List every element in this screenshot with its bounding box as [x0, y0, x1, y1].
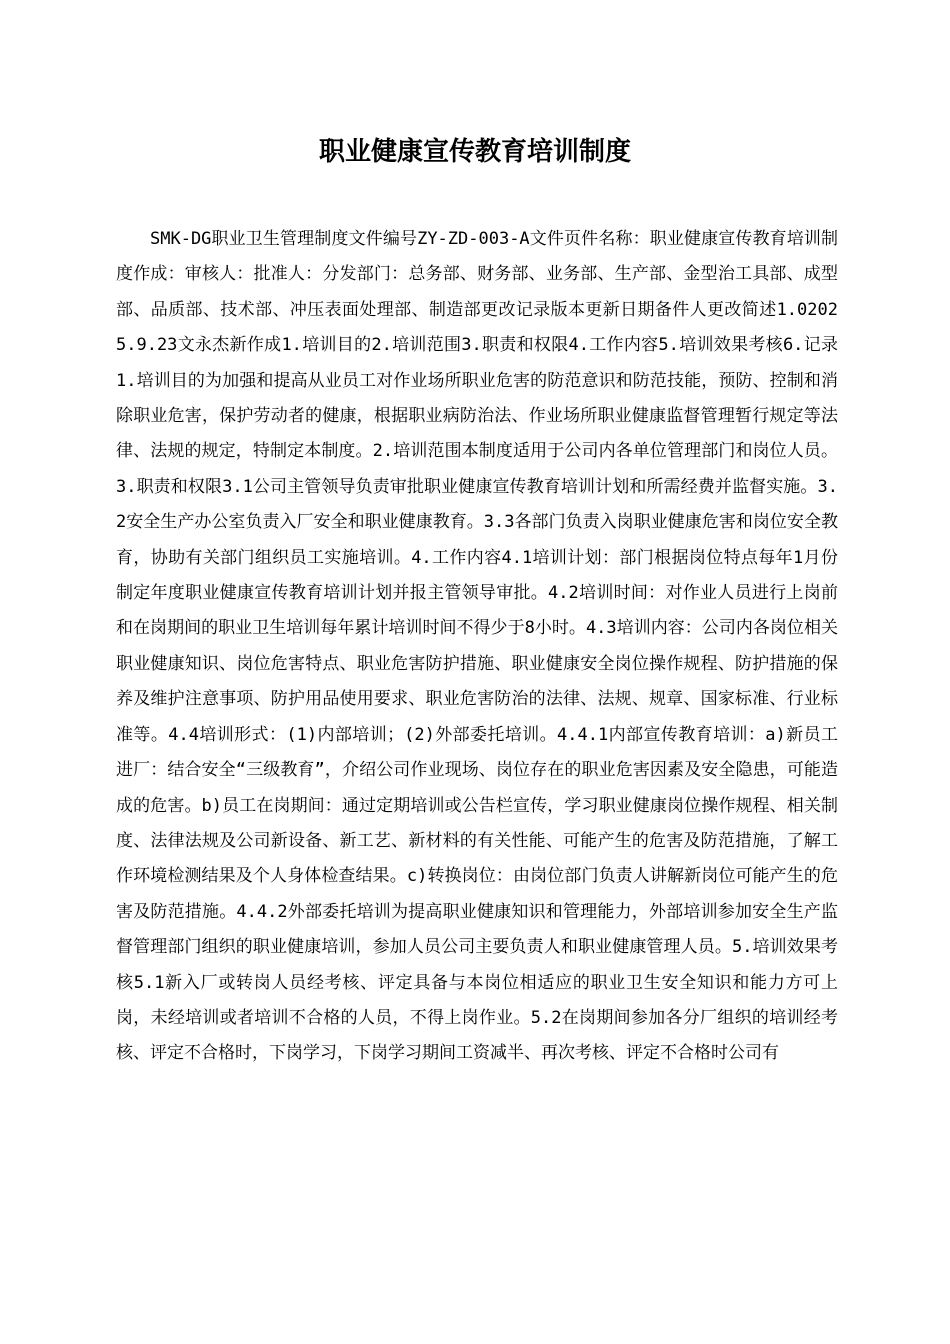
document-body-paragraph: SMK-DG职业卫生管理制度文件编号ZY-ZD-003-A文件页件名称：职业健康宣传教育培训制度作成：审核人：批准人：分发部门：总务部、财务部、业务部、生产部、金型治工具部、成型部、品质部、技术部、冲压表面处理部、制造部更改记录版本更新日期备件人更改简述1.02025.9.23文永杰新作成1.培训目的2.培训范围3.职责和权限4.工作内容5.培训效果考核6.记录1.培训目的为加强和提高从业员工对作业场所职业危害的防范意识和防范技能，预防、控制和消除职业危害，保护劳动者的健康，根据职业病防治法、作业场所职业健康监督管理暂行规定等法律、法规的规定，特制定本制度。2.培训范围本制度适用于公司内各单位管理部门和岗位人员。3.职责和权限3.1公司主管领导负责审批职业健康宣传教育培训计划和所需经费并监督实施。3.2安全生产办公室负责入厂安全和职业健康教育。3.3各部门负责入岗职业健康危害和岗位安全教育，协助有关部门组织员工实施培训。4.工作内容4.1培训计划：部门根据岗位特点每年1月份制定年度职业健康宣传教育培训计划并报主管领导审批。4.2培训时间：对作业人员进行上岗前和在岗期间的职业卫生培训每年累计培训时间不得少于8小时。4.3培训内容：公司内各岗位相关职业健康知识、岗位危害特点、职业危害防护措施、职业健康安全岗位操作规程、防护措施的保养及维护注意事项、防护用品使用要求、职业危害防治的法律、法规、规章、国家标准、行业标准等。4.4培训形式：(1)内部培训；(2)外部委托培训。4.4.1内部宣传教育培训：a)新员工进厂：结合安全“三级教育”，介绍公司作业现场、岗位存在的职业危害因素及安全隐患，可能造成的危害。b)员工在岗期间：通过定期培训或公告栏宣传，学习职业健康岗位操作规程、相关制度、法律法规及公司新设备、新工艺、新材料的有关性能、可能产生的危害及防范措施，了解工作环境检测结果及个人身体检查结果。c)转换岗位：由岗位部门负责人讲解新岗位可能产生的危害及防范措施。4.4.2外部委托培训为提高职业健康知识和管理能力，外部培训参加安全生产监督管理部门组织的职业健康培训，参加人员公司主要负责人和职业健康管理人员。5.培训效果考核5.1新入厂或转岗人员经考核、评定具备与本岗位相适应的职业卫生安全知识和能力方可上岗，未经培训或者培训不合格的人员，不得上岗作业。5.2在岗期间参加各分厂组织的培训经考核、评定不合格时，下岗学习，下岗学习期间工资减半、再次考核、评定不合格时公司有: [116, 229, 838, 1064]
document-title: 职业健康宣传教育培训制度: [318, 137, 631, 167]
